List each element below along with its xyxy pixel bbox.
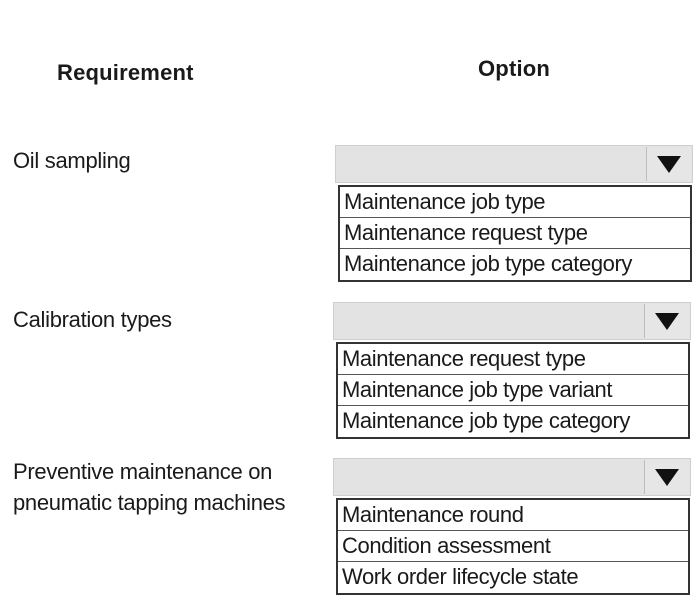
chevron-down-icon [657, 156, 681, 173]
requirement-label-line: pneumatic tapping machines [13, 490, 286, 515]
dropdown-option[interactable]: Maintenance request type [338, 344, 688, 375]
dropdown-preventive-maintenance [333, 458, 691, 595]
dropdown-select-box[interactable] [335, 145, 693, 183]
dropdown-toggle-button[interactable] [644, 304, 689, 338]
dropdown-calibration-types [333, 302, 691, 439]
dropdown-options-list [336, 342, 690, 439]
dropdown-option[interactable]: Maintenance job type [340, 187, 690, 218]
requirement-label-oil-sampling: Oil sampling [13, 148, 131, 173]
dropdown-option[interactable]: Condition assessment [338, 531, 688, 562]
chevron-down-icon [655, 313, 679, 330]
dropdown-option[interactable]: Maintenance job type category [344, 251, 633, 276]
dropdown-options-list [336, 498, 690, 595]
dropdown-oil-sampling [335, 145, 693, 282]
dropdown-select-box[interactable] [333, 302, 691, 340]
requirement-label-preventive-maintenance [13, 456, 313, 518]
dropdown-toggle-button[interactable] [646, 147, 691, 181]
dropdown-option[interactable]: Maintenance request type [340, 218, 690, 249]
requirement-label-calibration-types: Calibration types [13, 307, 172, 332]
dropdown-option[interactable]: Maintenance round [338, 500, 688, 531]
dropdown-option[interactable]: Work order lifecycle state [342, 564, 579, 589]
requirement-label-line: Preventive maintenance on [13, 459, 273, 484]
dropdown-toggle-button[interactable] [644, 460, 689, 494]
chevron-down-icon [655, 469, 679, 486]
dropdown-option[interactable]: Maintenance job type category [342, 408, 631, 433]
option-column-header: Option [478, 56, 551, 81]
requirement-column-header: Requirement [57, 60, 194, 85]
dropdown-option[interactable]: Maintenance job type variant [338, 375, 688, 406]
dropdown-options-list [338, 185, 692, 282]
dropdown-select-box[interactable] [333, 458, 691, 496]
